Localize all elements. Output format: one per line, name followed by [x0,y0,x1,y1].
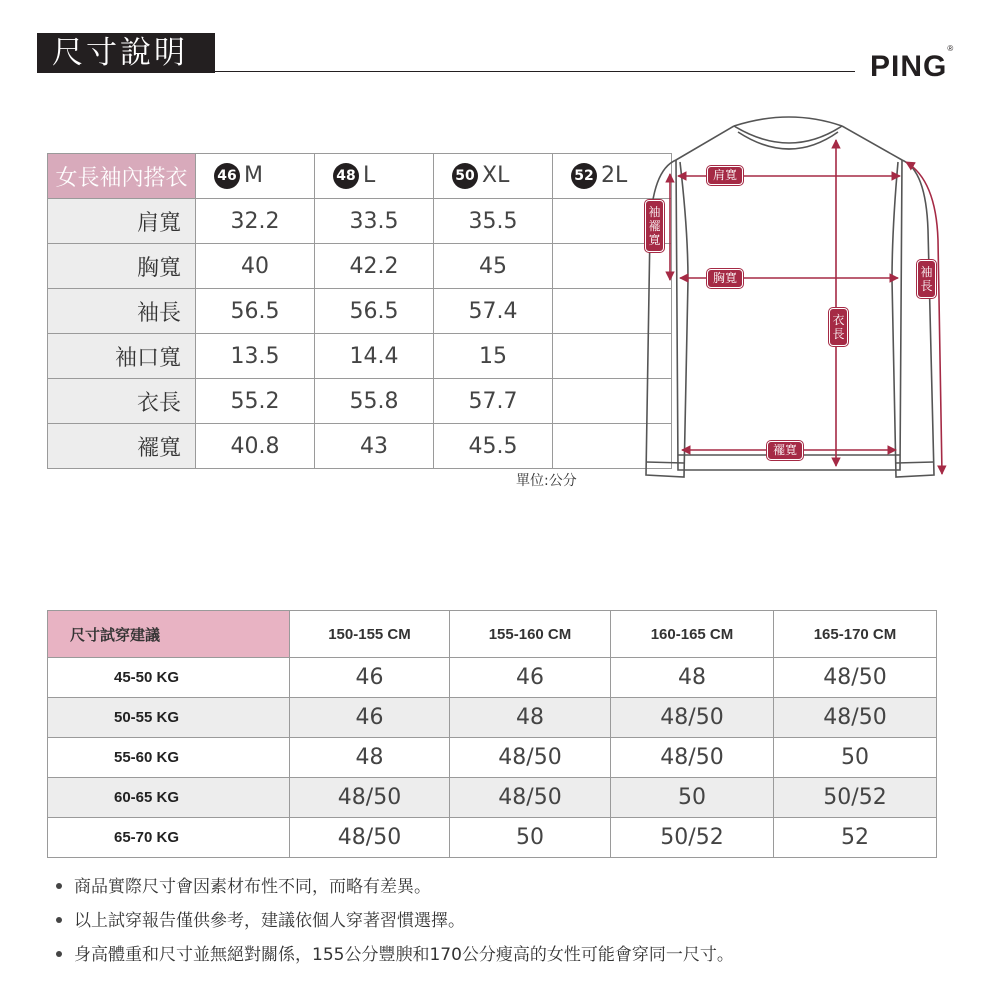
table-cell: 48/50 [611,738,774,778]
unit-note: 單位:公分 [516,473,577,489]
list-item: 身高體重和尺寸並無絕對關係，155公分豐腴和170公分瘦高的女性可能會穿同一尺寸。 [52,941,734,975]
list-item: 以上試穿報告僅供參考，建議依個人穿著習慣選擇。 [52,907,734,941]
brand-logo: PING® [870,44,955,83]
table-cell: 48/50 [450,738,611,778]
table-cell: 40 [196,244,315,289]
table-row [48,778,937,818]
label-hem: 襬寬 [767,441,803,460]
table-row [48,244,672,289]
weight-label: 65-70 KG [48,818,290,858]
weight-label: 50-55 KG [48,698,290,738]
table-cell: 43 [315,424,434,469]
size-badge: 52 [571,163,597,189]
table-cell: 50/52 [774,778,937,818]
list-item: 商品實際尺寸會因素材布性不同，而略有差異。 [52,873,734,907]
table-row [48,334,672,379]
table-cell: 55.8 [315,379,434,424]
size-table-header [48,154,672,199]
label-chest: 胸寬 [707,269,743,288]
notes-list [52,873,734,975]
label-cuff: 袖襬寬 [645,200,664,252]
height-col: 150-155 CM [290,611,450,658]
table-row [48,658,937,698]
table-cell: 14.4 [315,334,434,379]
table-cell: 57.4 [434,289,553,334]
table-cell: 48/50 [290,818,450,858]
table-row [48,424,672,469]
page-title: 尺寸說明 [52,35,188,71]
table-cell: 40.8 [196,424,315,469]
table-row [48,199,672,244]
table-cell: 48/50 [774,658,937,698]
bullet-icon [56,917,62,923]
table-cell: 48/50 [450,778,611,818]
row-label: 襬寬 [48,424,196,469]
shirt-outline [646,117,934,477]
table-cell: 50 [450,818,611,858]
fit-table-header [48,611,937,658]
size-col-46: 46 M [196,154,315,199]
height-col: 160-165 CM [611,611,774,658]
table-cell: 32.2 [196,199,315,244]
table-cell: 48 [611,658,774,698]
height-col: 155-160 CM [450,611,611,658]
row-label: 袖長 [48,289,196,334]
table-cell: 48/50 [290,778,450,818]
table-cell: 46 [290,658,450,698]
bullet-icon [56,951,62,957]
table-cell: 50/52 [611,818,774,858]
label-shoulder: 肩寬 [707,166,743,185]
sleeve-arrow [906,162,942,474]
table-cell: 48/50 [611,698,774,738]
table-cell: 48/50 [774,698,937,738]
height-col: 165-170 CM [774,611,937,658]
table-cell: 42.2 [315,244,434,289]
table-row [48,698,937,738]
table-cell: 33.5 [315,199,434,244]
size-col-52: 52 2L [553,154,672,199]
table-cell: 48 [450,698,611,738]
fit-table-category: 尺寸試穿建議 [48,611,290,658]
bullet-icon [56,883,62,889]
row-label: 胸寬 [48,244,196,289]
table-cell: 57.7 [434,379,553,424]
table-row [48,818,937,858]
row-label: 衣長 [48,379,196,424]
table-cell: 56.5 [315,289,434,334]
weight-label: 60-65 KG [48,778,290,818]
row-label: 肩寬 [48,199,196,244]
weight-label: 55-60 KG [48,738,290,778]
size-table [47,153,672,469]
table-row [48,379,672,424]
table-row [48,738,937,778]
table-cell: 50 [611,778,774,818]
row-label: 袖口寬 [48,334,196,379]
label-sleeve: 袖長 [917,260,936,298]
title-divider [215,71,855,72]
size-badge: 50 [452,163,478,189]
table-cell: 55.2 [196,379,315,424]
size-col-50: 50 XL [434,154,553,199]
table-cell: 56.5 [196,289,315,334]
size-table-category: 女長袖內搭衣 [48,154,196,199]
size-col-48: 48 L [315,154,434,199]
table-cell: 35.5 [434,199,553,244]
table-cell: 52 [774,818,937,858]
table-cell: 48 [290,738,450,778]
fit-table [47,610,937,858]
table-cell: 45 [434,244,553,289]
label-length: 衣長 [829,308,848,346]
table-row [48,289,672,334]
table-cell: 45.5 [434,424,553,469]
table-cell: 50 [774,738,937,778]
table-cell: 13.5 [196,334,315,379]
weight-label: 45-50 KG [48,658,290,698]
table-cell: 46 [450,658,611,698]
table-cell: 15 [434,334,553,379]
size-badge: 46 [214,163,240,189]
size-badge: 48 [333,163,359,189]
table-cell: 46 [290,698,450,738]
